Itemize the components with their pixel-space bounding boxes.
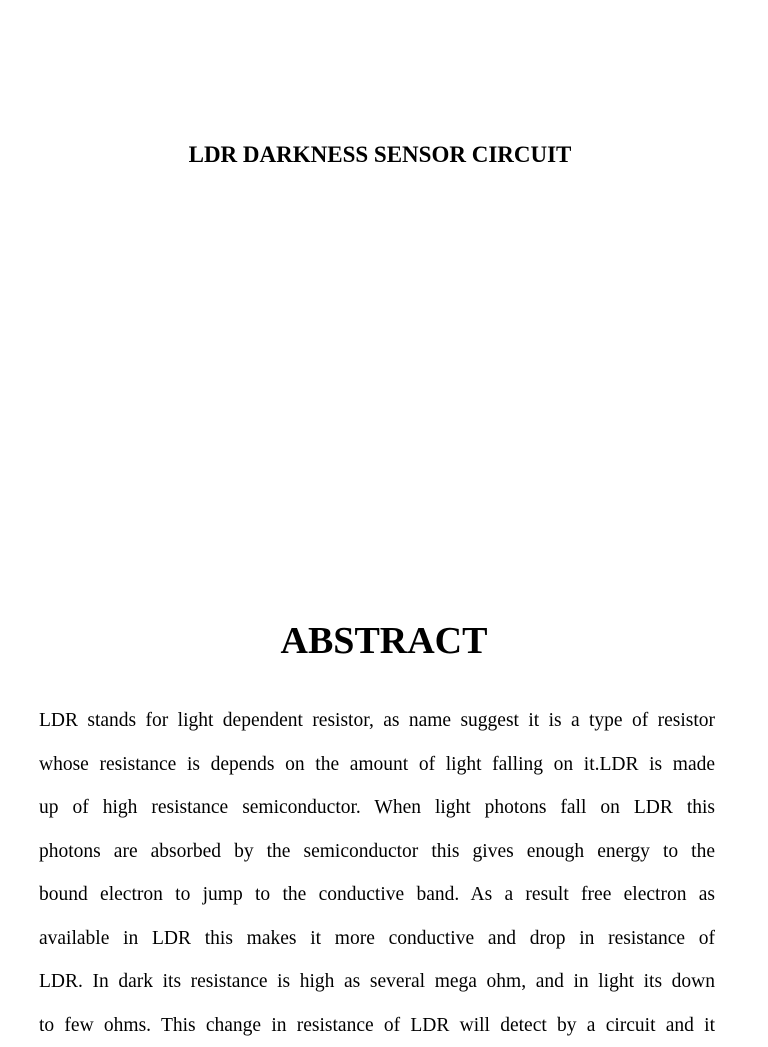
abstract-line: LDR stands for light dependent resistor, as name suggest it is a type of resistor (39, 699, 715, 743)
abstract-line: to few ohms. This change in resistance of LDR will detect by a circuit and it (39, 1004, 715, 1047)
abstract-heading: ABSTRACT (0, 617, 768, 665)
abstract-line: available in LDR this makes it more conductive and drop in resistance of (39, 917, 715, 961)
abstract-paragraph (39, 699, 715, 1047)
abstract-line: whose resistance is depends on the amount of light falling on it.LDR is made (39, 743, 715, 787)
abstract-line: photons are absorbed by the semiconductor this gives enough energy to the (39, 830, 715, 874)
abstract-line: bound electron to jump to the conductive band. As a result free electron as (39, 873, 715, 917)
abstract-line: LDR. In dark its resistance is high as several mega ohm, and in light its down (39, 960, 715, 1004)
abstract-line: up of high resistance semiconductor. When light photons fall on LDR this (39, 786, 715, 830)
document-title: LDR DARKNESS SENSOR CIRCUIT (0, 140, 760, 170)
